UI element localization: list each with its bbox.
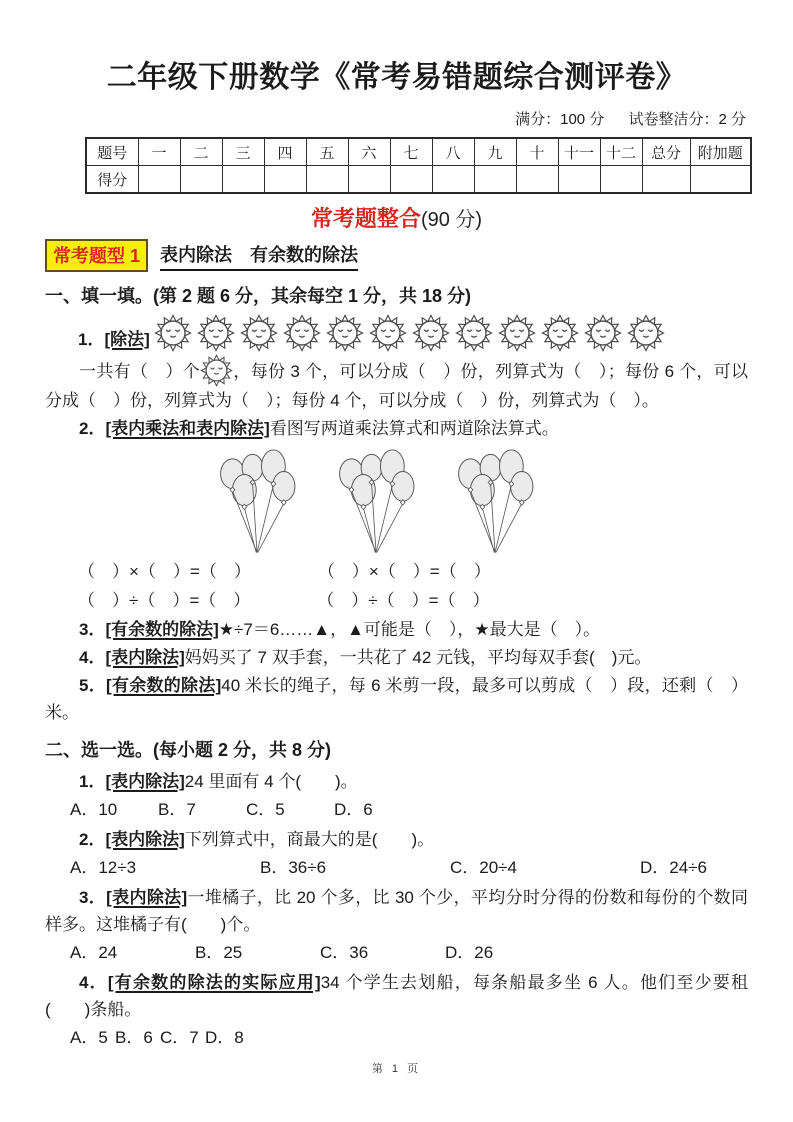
option-b: B．36÷6 <box>260 858 327 877</box>
choice-q3-text <box>45 884 748 938</box>
score-cell <box>642 166 690 194</box>
part2-heading: 二、选一选。(每小题 2 分，共 8 分) <box>45 740 332 760</box>
col-header: 四 <box>264 138 306 166</box>
q3-tag: [有余数的除法] <box>105 620 219 639</box>
sun-icon <box>200 354 233 387</box>
q2-instruction: 看图写两道乘法算式和两道除法算式。 <box>269 419 559 438</box>
topic-row <box>45 239 748 272</box>
option-b: B．25 <box>195 943 243 962</box>
score-cell <box>138 166 180 194</box>
option-a: A．12÷3 <box>70 858 137 877</box>
division-blank-equation: （ ）÷（ ）=（ ） <box>78 591 251 610</box>
q2-tag: [表内乘法和表内除法] <box>105 419 270 438</box>
full-score-label: 满分：100 分 <box>515 111 605 128</box>
choice-q1-tag: [表内除法] <box>105 772 185 791</box>
q2-div-equations <box>78 586 748 615</box>
q4-tag: [表内除法] <box>105 648 185 667</box>
page-title: 二年级下册数学《常考易错题综合测评卷》 <box>106 61 687 94</box>
choice-q3-tag: [表内除法] <box>106 888 188 907</box>
col-header: 三 <box>222 138 264 166</box>
section-title <box>45 202 748 233</box>
q5-tag: [有余数的除法] <box>106 676 222 695</box>
sun-icon <box>627 314 665 352</box>
score-table-header-row <box>86 138 751 166</box>
option-a: A．10 <box>70 800 118 819</box>
q1-text-after: ，每份 3 个，可以分成（ ）份，列算式为（ ）；每份 6 个，可以分成（ ）份，列算式为（ ）；每份 4 个，可以分成（ ）份，列算式为（ ）。 <box>45 362 748 410</box>
choice-q1-options <box>70 797 748 823</box>
option-c: C．36 <box>320 943 369 962</box>
sun-icon <box>369 314 407 352</box>
q5-body: 40 米长的绳子，每 6 米剪一段，最多可以剪成（ ）段，还剩（ ）米。 <box>45 676 748 722</box>
option-d: D．26 <box>445 943 494 962</box>
sun-icon <box>240 314 278 352</box>
sun-icon <box>584 314 622 352</box>
choice-q2-body: 下列算式中，商最大的是( )。 <box>184 830 435 849</box>
q5-number: 5． <box>79 676 107 695</box>
option-c: C．20÷4 <box>450 858 517 877</box>
score-cell <box>306 166 348 194</box>
option-c: C．5 <box>246 800 285 819</box>
option-d: D．24÷6 <box>640 858 707 877</box>
score-table <box>85 137 752 194</box>
sun-icon <box>326 314 364 352</box>
sun-icon <box>455 314 493 352</box>
balloon-bunches <box>210 444 748 557</box>
score-cell <box>390 166 432 194</box>
choice-q1-text <box>45 768 748 795</box>
col-header: 题号 <box>86 138 138 166</box>
q2-text <box>45 415 748 442</box>
q1-tag: [除法] <box>104 330 150 349</box>
q4-text <box>45 644 748 671</box>
sun-icon <box>498 314 536 352</box>
choice-q3-body: 一堆橘子，比 20 个多，比 30 个少，平均分时分得的份数和每份的个数同样多。这堆橘子有( )个。 <box>45 888 748 934</box>
row-label: 得分 <box>86 166 138 194</box>
sun-icon <box>541 314 579 352</box>
score-cell <box>432 166 474 194</box>
option-a: A．24 <box>70 943 118 962</box>
col-header: 七 <box>390 138 432 166</box>
col-header: 十二 <box>600 138 642 166</box>
option-a: A．5 <box>70 1028 108 1047</box>
col-header: 一 <box>138 138 180 166</box>
sun-icon <box>154 314 192 352</box>
sun-icon <box>283 314 321 352</box>
choice-q4-tag: [有余数的除法的实际应用] <box>107 973 321 992</box>
score-note <box>45 108 746 129</box>
sun-icon <box>197 314 235 352</box>
neatness-score-label: 试卷整洁分：2 分 <box>628 111 746 128</box>
q3-body: ★÷7＝6……▲，▲可能是（ ），★最大是（ ）。 <box>218 620 601 639</box>
col-header: 六 <box>348 138 390 166</box>
choice-q4-text <box>45 969 748 1023</box>
choice-q2-options <box>70 855 748 881</box>
topic-badge: 常考题型 1 <box>45 239 148 272</box>
col-header: 五 <box>306 138 348 166</box>
choice-q4-body: 34 个学生去划船，每条船最多坐 6 人。他们至少要租( )条船。 <box>45 973 748 1019</box>
col-header: 附加题 <box>690 138 751 166</box>
choice-q4-number: 4． <box>79 973 108 992</box>
choice-q2-text <box>45 826 748 853</box>
choice-q1-number: 1． <box>79 772 106 791</box>
choice-q1-body: 24 里面有 4 个( )。 <box>184 772 358 791</box>
balloon-bunch-image <box>210 444 307 557</box>
col-header: 八 <box>432 138 474 166</box>
choice-q2-tag: [表内除法] <box>105 830 185 849</box>
balloon-bunch-image <box>329 444 426 557</box>
score-cell <box>558 166 600 194</box>
score-cell <box>690 166 751 194</box>
score-cell <box>180 166 222 194</box>
choice-q3-options <box>70 940 748 966</box>
score-cell <box>222 166 264 194</box>
choice-q2-number: 2． <box>79 830 106 849</box>
score-cell <box>348 166 390 194</box>
col-header: 十一 <box>558 138 600 166</box>
part1-heading: 一、填一填。(第 2 题 6 分，其余每空 1 分，共 18 分) <box>45 286 472 306</box>
q4-number: 4． <box>79 648 106 667</box>
score-cell <box>600 166 642 194</box>
option-d: D．8 <box>205 1028 244 1047</box>
q1-label <box>78 328 150 352</box>
q1-sun-line <box>45 314 748 352</box>
choice-q4-options <box>70 1025 748 1051</box>
q1-text-before: 一共有（ ）个 <box>79 362 201 381</box>
score-cell <box>516 166 558 194</box>
score-cell <box>264 166 306 194</box>
q1-text <box>45 354 748 414</box>
balloon-bunch-image <box>448 444 545 557</box>
section-title-red: 常考题整合 <box>310 206 421 231</box>
option-c: C．7 <box>160 1028 199 1047</box>
sun-icons-row <box>154 314 665 352</box>
q2-mul-equations <box>78 557 748 586</box>
q3-number: 3． <box>79 620 106 639</box>
score-table-score-row <box>86 166 751 194</box>
sun-icon <box>412 314 450 352</box>
page-number: 第 1 页 <box>371 1063 422 1075</box>
multiplication-blank-equation: （ ）×（ ）=（ ） <box>78 562 251 581</box>
q1-number: 1． <box>78 330 105 349</box>
choice-q3-number: 3． <box>79 888 107 907</box>
col-header: 二 <box>180 138 222 166</box>
topic-name: 表内除法 有余数的除法 <box>160 241 358 271</box>
col-header: 总分 <box>642 138 690 166</box>
option-b: B．6 <box>115 1028 153 1047</box>
col-header: 九 <box>474 138 516 166</box>
q5-text <box>45 672 748 726</box>
q3-text <box>45 616 748 643</box>
q4-body: 妈妈买了 7 双手套，一共花了 42 元钱，平均每双手套( )元。 <box>184 648 652 667</box>
division-blank-equation: （ ）÷（ ）=（ ） <box>317 591 490 610</box>
multiplication-blank-equation: （ ）×（ ）=（ ） <box>317 562 491 581</box>
option-d: D．6 <box>334 800 373 819</box>
section-title-suffix: (90 分) <box>420 209 483 231</box>
q2-number: 2． <box>79 419 106 438</box>
option-b: B．7 <box>158 800 196 819</box>
score-cell <box>474 166 516 194</box>
col-header: 十 <box>516 138 558 166</box>
